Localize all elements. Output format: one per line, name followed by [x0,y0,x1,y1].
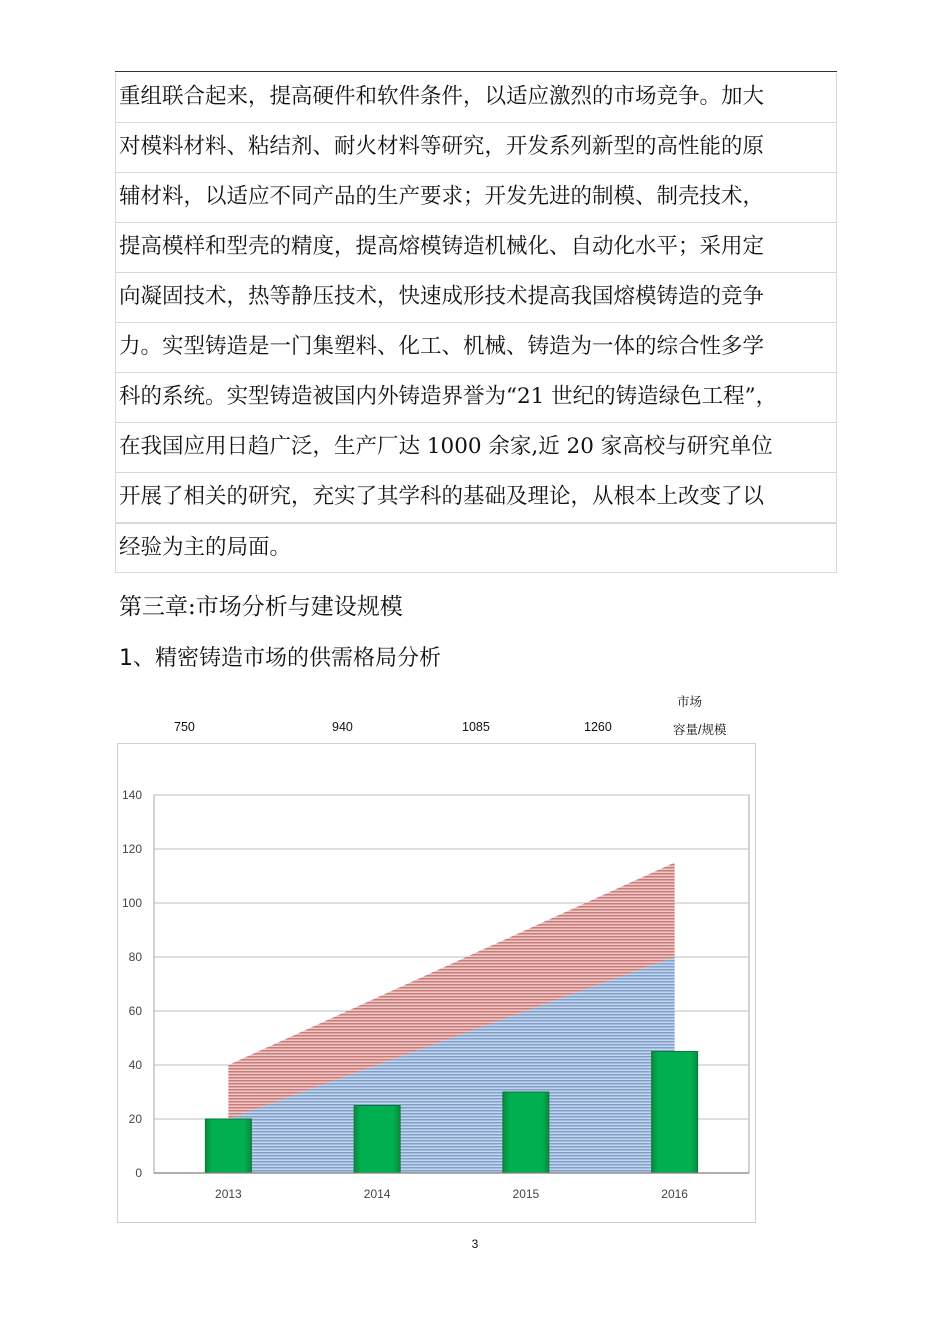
x-tick-label: 2015 [512,1187,540,1201]
header-label: 容量/规模 [673,723,727,737]
paragraph-line: 在我国应用日趋广泛，生产厂达 1000 余家,近 20 家高校与研究单位 [115,423,837,473]
section-title: 1、精密铸造市场的供需格局分析 [119,646,441,671]
x-tick-label: 2013 [215,1187,242,1201]
y-tick-label: 120 [121,842,142,856]
y-tick-label: 0 [135,1166,142,1180]
paragraph-line: 提高模样和型壳的精度，提高熔模铸造机械化、自动化水平；采用定 [115,223,837,273]
paragraph-line: 科的系统。实型铸造被国内外铸造界誉为“21 世纪的铸造绿色工程”， [115,373,837,423]
header-value: 940 [332,720,353,734]
bar [503,1092,549,1173]
y-tick-label: 20 [128,1112,142,1126]
header-value: 750 [174,720,195,734]
header-label: 市场 [677,695,703,709]
x-tick-label: 2014 [363,1187,391,1201]
y-tick-label: 80 [128,950,142,964]
bar [354,1106,400,1174]
y-tick-label: 60 [128,1004,142,1018]
header-value: 1260 [584,720,612,734]
paragraph-line: 对模料材料、粘结剂、耐火材料等研究，开发系列新型的高性能的原 [115,123,837,173]
y-tick-label: 140 [121,788,142,802]
paragraph-line: 开展了相关的研究，充实了其学科的基础及理论，从根本上改变了以 [115,473,837,523]
paragraph-line: 重组联合起来，提高硬件和软件条件，以适应激烈的市场竞争。加大 [115,73,837,123]
paragraph-line: 经验为主的局面。 [115,523,837,573]
bar [652,1052,698,1174]
bar [205,1119,251,1173]
chapter-title: 第三章:市场分析与建设规模 [119,594,403,620]
paragraph-line: 向凝固技术，热等静压技术，快速成形技术提高我国熔模铸造的竞争 [115,273,837,323]
x-tick-label: 2016 [661,1187,688,1201]
y-tick-label: 40 [128,1058,142,1072]
page-number: 3 [471,1237,479,1251]
paragraph-line: 辅材料，以适应不同产品的生产要求；开发先进的制模、制壳技术， [115,173,837,223]
paragraph-line: 力。实型铸造是一门集塑料、化工、机械、铸造为一体的综合性多学 [115,323,837,373]
header-value: 1085 [462,720,490,734]
y-tick-label: 100 [121,896,142,910]
